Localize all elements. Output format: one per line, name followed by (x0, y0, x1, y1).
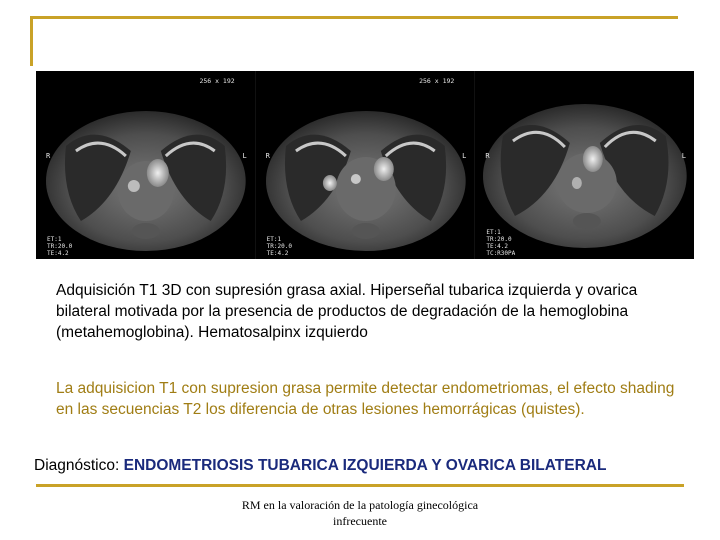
matrix-size-label: 256 x 192 (419, 77, 455, 85)
mri-scan-1 (36, 71, 255, 259)
footer (200, 497, 520, 529)
mri-image-strip (36, 71, 694, 259)
orientation-left-label: R (46, 152, 51, 160)
orientation-right-label: L (242, 152, 247, 160)
scan-param: TC:R30PA (486, 250, 516, 257)
mri-scan-2 (256, 71, 475, 259)
scan-param: TE:4.2 (486, 243, 509, 250)
scan-param: TE:4.2 (266, 250, 289, 257)
footer-line-1: RM en la valoración de la patología ginecológica (241, 498, 479, 512)
mri-image-2 (256, 71, 476, 259)
orientation-right-label: L (681, 152, 687, 160)
description-paragraph: Adquisición T1 3D con supresión grasa axial. Hiperseñal tubarica izquierda y ovarica bilateral motivada por la presencia de productos de degradación de la hemoglobina (metahemoglobina). Hematosalpinx izquierdo (56, 282, 638, 341)
bottom-rule (36, 484, 684, 487)
top-frame-line (30, 16, 678, 19)
orientation-right-label: L (462, 152, 467, 160)
mri-image-3 (475, 71, 694, 259)
scan-param: ET:1 (486, 229, 501, 236)
diagnosis-label: Diagnóstico: (34, 457, 124, 474)
diagnosis-value: ENDOMETRIOSIS TUBARICA IZQUIERDA Y OVARICA BILATERAL (123, 457, 607, 474)
left-frame-line (30, 16, 33, 66)
scan-params (47, 236, 72, 257)
scan-param: TR:20.0 (266, 243, 292, 250)
scan-param: TR:20.0 (486, 236, 512, 243)
note-paragraph: La adquisicion T1 con supresion grasa permite detectar endometriomas, el efecto shading en las secuencias T2 los diferencia de otras lesiones hemorrágicas (quistes). (56, 380, 675, 418)
scan-params (267, 236, 292, 257)
scan-param: ET:1 (47, 236, 62, 243)
scan-param: TE:4.2 (47, 250, 69, 257)
diagnosis-line (34, 457, 714, 475)
footer-line-2: infrecuente (333, 514, 387, 528)
scan-param: ET:1 (266, 236, 282, 243)
scan-params (486, 229, 515, 257)
matrix-size-label: 256 x 192 (199, 77, 235, 85)
mri-image-1 (36, 71, 256, 259)
orientation-left-label: R (265, 152, 270, 160)
scan-param: TR:20.0 (47, 243, 73, 250)
orientation-left-label: R (485, 152, 490, 160)
